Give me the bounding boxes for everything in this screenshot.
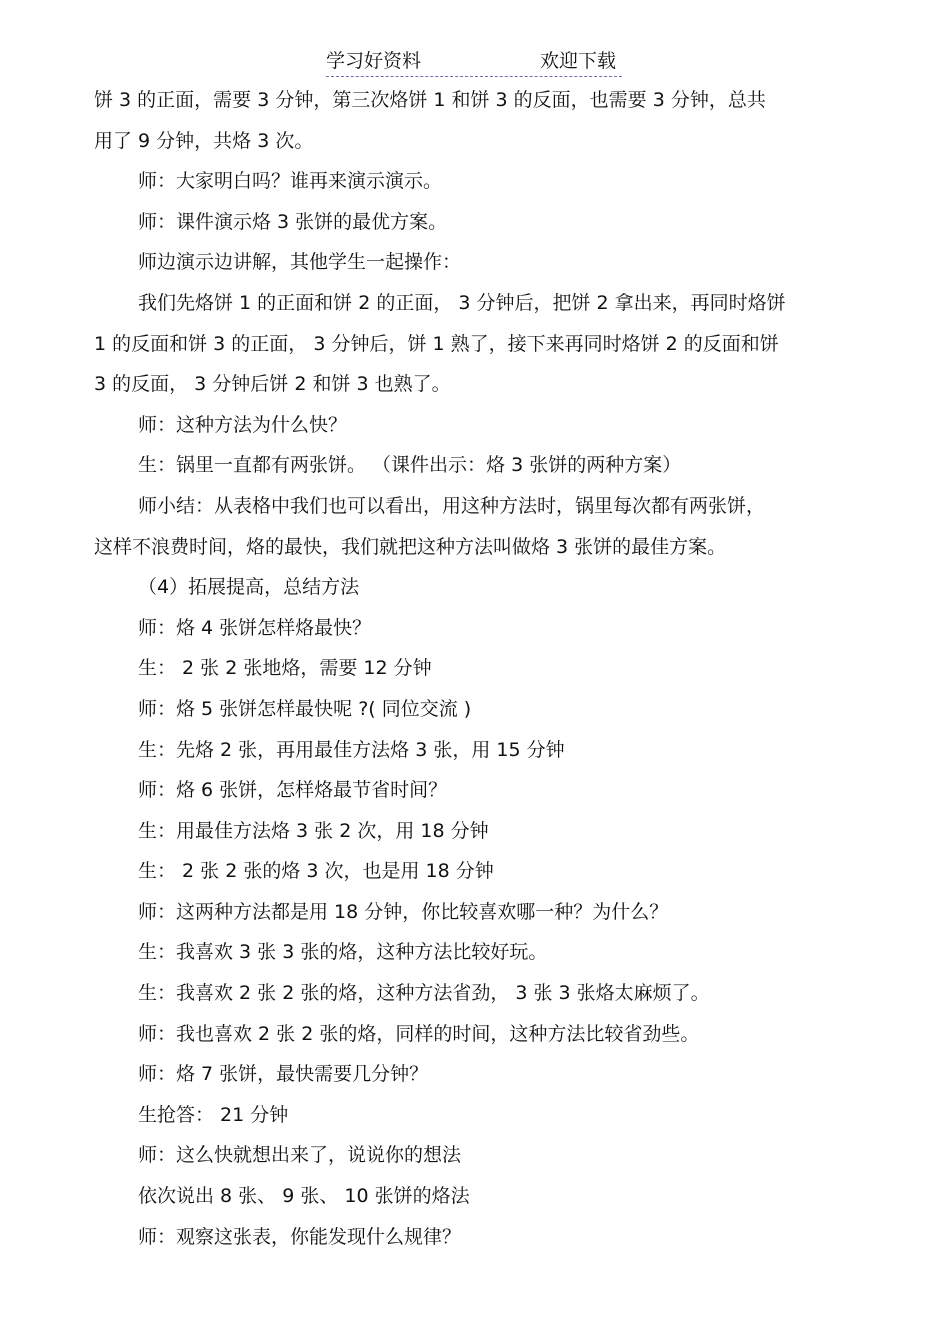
header-left-text: 学习好资料 [326, 50, 422, 72]
section-heading: （4）拓展提高，总结方法 [138, 576, 360, 599]
text-line: 生： 2 张 2 张地烙，需要 12 分钟 [138, 657, 432, 680]
header-right-text: 欢迎下载 [539, 50, 616, 72]
text-line: 饼 3 的正面，需要 3 分钟，第三次烙饼 1 和饼 3 的反面，也需要 3 分钟，总共 [94, 89, 766, 111]
text-line: 师：这两种方法都是用 18 分钟，你比较喜欢哪一种？为什么？ [138, 900, 669, 923]
text-line: 师：烙 5 张饼怎样最快呢 ?( 同位交流 ) [138, 697, 472, 720]
text-line: 师：观察这张表，你能发现什么规律？ [138, 1225, 462, 1248]
text-line: 生抢答： 21 分钟 [138, 1103, 289, 1126]
text-line: 生： 2 张 2 张的烙 3 次，也是用 18 分钟 [138, 860, 494, 883]
text-line: 师：这种方法为什么快？ [138, 413, 348, 436]
text-line: 用了 9 分钟，共烙 3 次。 [94, 129, 314, 152]
text-line: 我们先烙饼 1 的正面和饼 2 的正面， 3 分钟后，把饼 2 拿出来，再同时烙饼 [138, 291, 786, 314]
text-line: 生：锅里一直都有两张饼。 （课件出示：烙 3 张饼的两种方案） [138, 454, 682, 477]
text-line: 师：大家明白吗？谁再来演示演示。 [138, 170, 443, 193]
text-line: 师：烙 7 张饼，最快需要几分钟？ [138, 1063, 429, 1086]
text-line: 师：烙 4 张饼怎样烙最快？ [138, 616, 372, 639]
text-line: 师边演示边讲解，其他学生一起操作： [138, 251, 462, 274]
page-header [326, 48, 622, 77]
text-line: 师：这么快就想出来了，说说你的想法 [138, 1144, 462, 1167]
document-body [94, 80, 854, 1257]
text-line: 3 的反面， 3 分钟后饼 2 和饼 3 也熟了。 [94, 373, 451, 396]
text-line: 这样不浪费时间，烙的最快，我们就把这种方法叫做烙 3 张饼的最佳方案。 [94, 535, 727, 558]
text-line: 生：我喜欢 2 张 2 张的烙，这种方法省劲， 3 张 3 张烙太麻烦了。 [138, 982, 710, 1005]
text-line: 师小结：从表格中我们也可以看出，用这种方法时，锅里每次都有两张饼， [138, 494, 766, 517]
text-line: 师：课件演示烙 3 张饼的最优方案。 [138, 210, 448, 233]
text-line: 生：先烙 2 张，再用最佳方法烙 3 张，用 15 分钟 [138, 738, 565, 761]
text-line: 生：我喜欢 3 张 3 张的烙，这种方法比较好玩。 [138, 941, 548, 964]
text-line: 师：我也喜欢 2 张 2 张的烙，同样的时间，这种方法比较省劲些。 [138, 1022, 700, 1045]
text-line: 1 的反面和饼 3 的正面， 3 分钟后，饼 1 熟了，接下来再同时烙饼 2 的反面和饼 [94, 332, 779, 355]
text-line: 师：烙 6 张饼，怎样烙最节省时间？ [138, 779, 448, 802]
text-line: 生：用最佳方法烙 3 张 2 次，用 18 分钟 [138, 819, 489, 842]
text-line: 依次说出 8 张、 9 张、 10 张饼的烙法 [138, 1185, 470, 1208]
